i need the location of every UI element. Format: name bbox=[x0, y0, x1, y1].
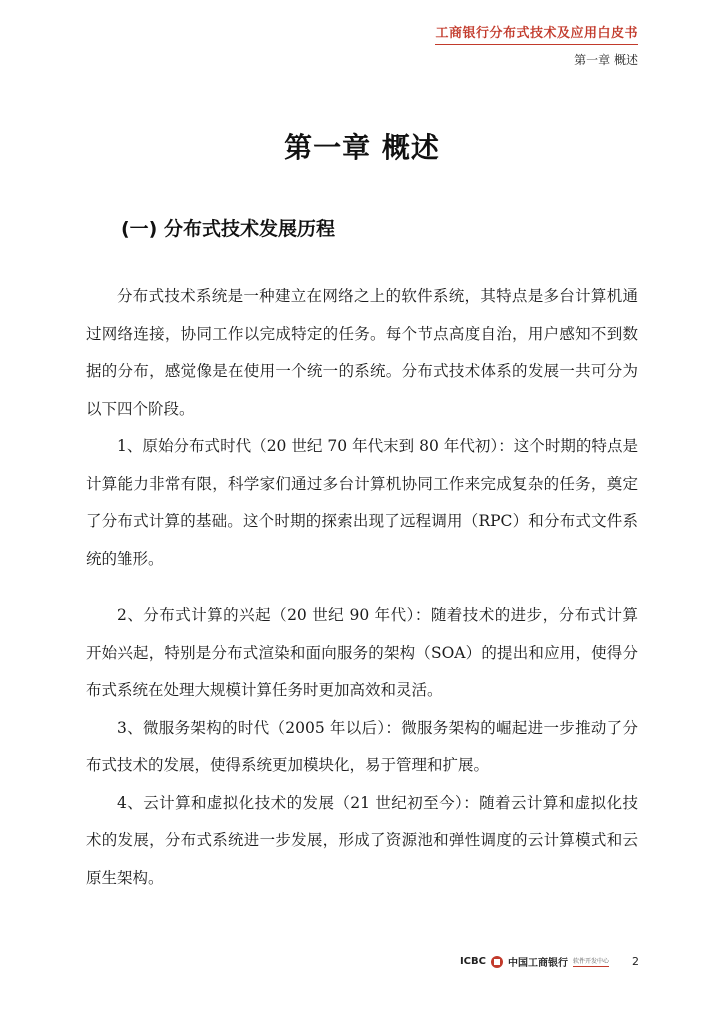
paragraph-intro: 分布式技术系统是一种建立在网络之上的软件系统，其特点是多台计算机通过网络连接，协同工作以完成特定的任务。每个节点高度自治，用户感知不到数据的分布，感觉像是在使用一个统一的系统。分布式技术体系的发展一共可分为以下四个阶段。 bbox=[86, 287, 638, 418]
page-header bbox=[278, 22, 638, 68]
bank-name-label: 中国工商银行 bbox=[507, 958, 568, 969]
department-label: 软件开发中心 bbox=[572, 958, 609, 965]
section-heading: (一) 分布式技术发展历程 bbox=[121, 218, 335, 240]
paragraph-stage-4: 4、云计算和虚拟化技术的发展（21 世纪初至今）：随着云计算和虚拟化技术的发展，分布式系统进一步发展，形成了资源池和弹性调度的云计算模式和云原生架构。 bbox=[86, 793, 638, 887]
icbc-brand-label: ICBC bbox=[459, 956, 486, 967]
paragraph-stage-1: 1、原始分布式时代（20 世纪 70 年代末到 80 年代初）：这个时期的特点是计算能力非常有限，科学家们通过多台计算机协同工作来完成复杂的任务，奠定了分布式计算的基础。这个时期的探索出现了远程调用（RPC）和分布式文件系统的雏形。 bbox=[86, 437, 638, 568]
icbc-logo-icon bbox=[491, 956, 503, 968]
chapter-heading: 第一章 概述 bbox=[284, 131, 440, 164]
running-chapter-title: 第一章 概述 bbox=[574, 53, 638, 67]
document-title: 工商银行分布式技术及应用白皮书 bbox=[435, 22, 638, 45]
paragraph-stage-3: 3、微服务架构的时代（2005 年以后）：微服务架构的崛起进一步推动了分布式技术的发展，使得系统更加模块化，易于管理和扩展。 bbox=[86, 718, 638, 774]
body-text-block-1 bbox=[86, 278, 638, 578]
body-text-block-2 bbox=[86, 597, 638, 897]
page-footer bbox=[460, 954, 639, 969]
page-number: 2 bbox=[632, 955, 639, 968]
paragraph-stage-2: 2、分布式计算的兴起（20 世纪 90 年代）：随着技术的进步，分布式计算开始兴起，特别是分布式渲染和面向服务的架构（SOA）的提出和应用，使得分布式系统在处理大规模计算任务时更加高效和灵活。 bbox=[86, 606, 638, 699]
